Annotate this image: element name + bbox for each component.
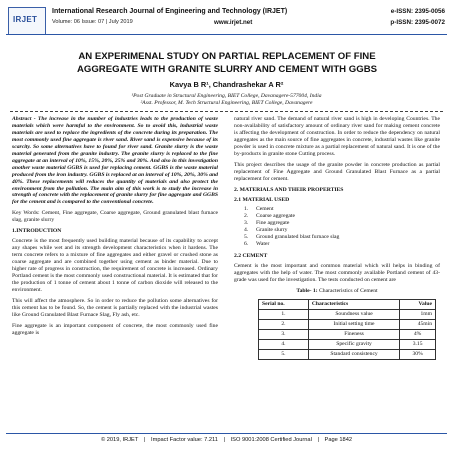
table-cell: 2. [259,320,309,330]
intro-paragraph-3: Fine aggregate is an important component of concrete, the most commonly used fine aggregate is [12,322,218,336]
table-cell: 1. [259,310,309,320]
materials-heading: 2. MATERIALS AND THEIR PROPERTIES [234,186,344,193]
table-cell: 4% [400,330,436,340]
section-divider [10,111,443,112]
table-row [259,340,436,350]
table-row [259,330,436,340]
table-cell: Initial setting time [308,320,399,330]
cement-heading: 2.2 CEMENT [234,253,268,260]
body-paragraph-2: This project describes the usage of the granite powder in concrete production as partial replacement of Fine Aggregate and Ground Granulated Blast Furnace as a partial replacement for cement. [234,161,440,182]
table-cell: 45min [400,320,436,330]
footer-separator: | [223,437,225,443]
left-column [12,116,218,341]
list-item: 4. Granite slurry [244,227,288,234]
intro-paragraph-2: This will affect the atmosphere. So in order to reduce the pollution some alternatives for this cement has to be found. So, the cement is partially replaced with the industrial wastes like Ground Granulated Blast Furnace Slag, Fly ash, etc. [12,297,218,318]
body-paragraph-1: natural river sand. The demand of natural river sand is high in developing Countries. The non-availability of satisfactory amount of ordinary river sand for making cement concrete is affecting the development of construction. In order to reduce the dependency on natural aggregates as the main source of fine aggregates in concrete, industrial wastes like granite powder is used in concrete mixture as a partial replacement of natural sand. It is one of the by-products in granite stone Cutting process. [234,116,440,157]
table-caption [234,288,440,295]
table-cell: 30% [400,350,436,360]
table-row [259,350,436,360]
page-footer [0,437,453,443]
footer-page-number: Page 1842 [324,437,353,443]
introduction-heading: 1.INTRODUCTION [12,228,62,235]
list-item: 6. Water [244,241,270,248]
table-row [259,310,436,320]
list-item: 5. Ground granulated blast furnace slag [244,234,340,241]
journal-title: International Research Journal of Engineering and Technology (IRJET) [52,8,288,15]
table-header: Value [400,300,436,310]
table-cell: Specific gravity [308,340,399,350]
table-header: Characteristics [308,300,399,310]
list-item: 3. Fine aggregate [244,220,290,227]
table-cell: 3. [259,330,309,340]
table-row [259,320,436,330]
right-column [234,116,440,360]
title-line-2: AGGREGATE WITH GRANITE SLURRY AND CEMENT WITH GGBS [76,63,378,75]
table-caption-label: Table- 1: [296,288,318,295]
cement-characteristics-table [258,299,436,360]
header-divider [6,34,447,35]
table-cell: 1mm [400,310,436,320]
table-header: Serial no. [259,300,309,310]
footer-divider [6,433,447,434]
footer-impact-factor: Impact Factor value: 7.211 [151,437,218,443]
table-cell: 4. [259,340,309,350]
table-cell: Fineness [308,330,399,340]
affiliation-1: ¹Post Graduate in Structural Engineering, BIET College, Davanagere-577004, India [131,93,322,99]
footer-copyright: © 2019, IRJET [100,437,139,443]
footer-iso: ISO 9001:2008 Certified Journal [230,437,312,443]
table-cell: 3.15 [400,340,436,350]
abstract: Abstract - The increase in the number of industries leads to the production of waste materials which were harmful to the environment. So to avoid this, industrial waste materials are used to replace the ingredients of the concrete during its preparation. The most commonly used fine aggregate is river sand. River sand is expensive because of its scarcity. So some alternatives have to found for river sand. Granite slurry is the waste material generated from the granite industry. The granite slurry is replaced to the fine aggregate at an interval of 10%, 15%, 20%, 25% and 30%. And also in this investigation another waste material GGBS is used for replacing cement. GGBS is the waste material produced from the iron industry. GGBS is replaced at an interval of 10%, 20%, 30% and 40%. These replacements will reduces the quantity of materials and also protect the environment from the pollution. The main aim of this work is to study the increase in strength of concrete with the replacement of granite slurry for fine aggregate and GGBS for the cement and is compared to the conventional concrete. [12,116,218,206]
keywords: Key Words: Cement, Fine aggregate, Coarse aggregate, Ground granulated blast furnace slag, granite slurry [12,210,218,224]
affiliation-2: ²Asst. Professor, M. Tech Structural Engineering, BIET College, Davanagere [140,100,313,106]
authors: Kavya B R¹, Chandrashekar A R² [169,80,284,89]
title-line-1: AN EXPERIMENAL STUDY ON PARTIAL REPLACEMENT OF FINE [78,51,376,62]
journal-logo [8,7,46,35]
paper-title [18,51,436,76]
table-caption-text: Characteristics of Cement [317,288,378,295]
logo-text: IRJET [13,15,38,24]
table-header-row [259,300,436,310]
table-cell: Standard consistency [308,350,399,360]
e-issn: e-ISSN: 2395-0056 [390,8,445,15]
footer-separator: | [317,437,319,443]
volume-issue: Volume: 06 Issue: 07 | July 2019 [52,19,133,25]
footer-separator: | [143,437,146,443]
journal-website-link[interactable]: www.irjet.net [214,19,253,26]
p-issn: p-ISSN: 2395-0072 [390,19,445,26]
materials-used-heading: 2.1 MATERIAL USED [234,196,290,203]
journal-header [6,4,447,40]
table-cell: 5. [259,350,309,360]
table-cell: Soundness value [308,310,399,320]
list-item: 1. Cement [244,206,274,213]
list-item: 2. Coarse aggregate [244,213,295,220]
cement-paragraph: Cement is the most important and common material which will helps in binding of aggregates with the help of water. The most commonly available Portland cement of 43-grade was used for the investigation. The tests conducted on cement are [234,263,440,284]
materials-list [244,206,440,248]
intro-paragraph-1: Concrete is the most frequently used building material because of its capability to accept any shapes while wet and its strength development characteristics when it hardens. The term concrete refers to a mixture of fine aggregates and either gravel or crushed stone as coarse aggregate and are combined together using cement as binder material. Due to higher rate of progress in construction, the requirement of concrete is increased. Ordinary Portland cement is the most commonly used constructional material. It is estimated that for the production of 1 tonne of cement about 1 tonne of carbon dioxide will released to the environment. [12,238,218,293]
